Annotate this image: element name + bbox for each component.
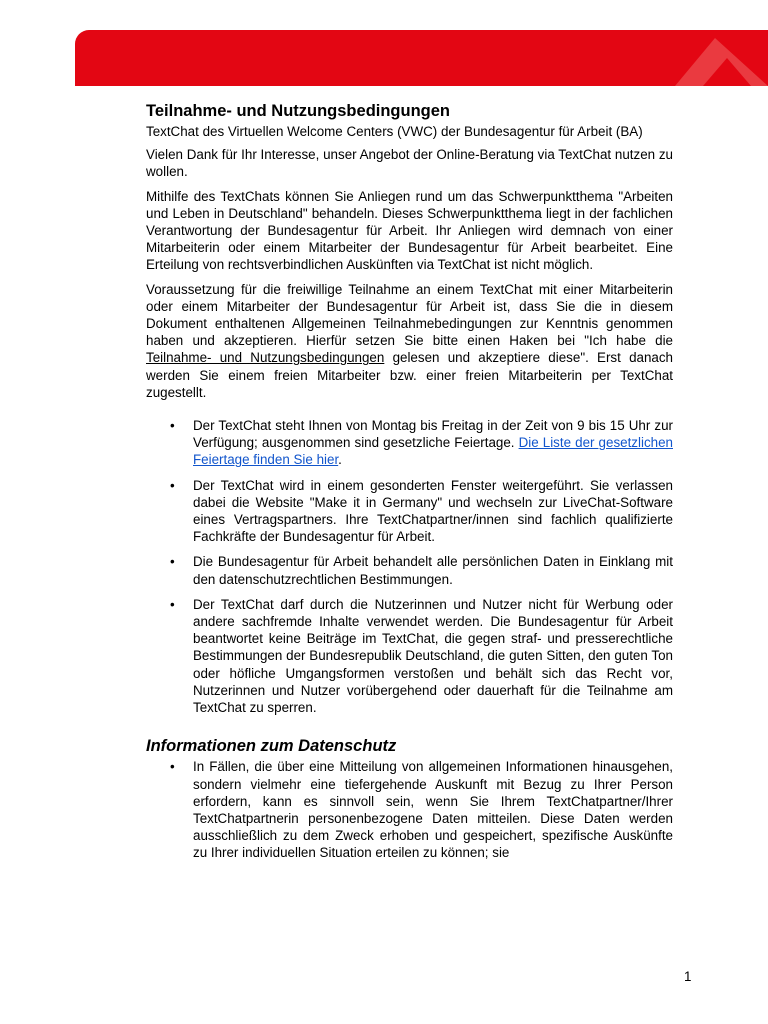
bullet-icon: • bbox=[170, 554, 175, 570]
list-item bbox=[146, 553, 673, 587]
terms-reference: Teilnahme- und Nutzungsbedingungen bbox=[146, 350, 385, 366]
brand-banner-graphic bbox=[75, 30, 768, 86]
privacy-text: In Fällen, die über eine Mitteilung von allgemeinen Informationen hinausgehen, sondern vielmehr eine tiefergehende Auskunft mit Bezug zu Ihrer Person erfordern, kann es sinnvoll sein, wenn Sie Ihrem TextChatpartner/Ihrer TextChatpartnerin personenbezogene Daten mitteilen. Diese Daten werden ausschließlich zu dem Zweck erhoben und gespeichert, spezifische Auskünfte zu Ihrer individuellen Situation erteilen zu können; sie bbox=[193, 759, 673, 861]
page-number: 1 bbox=[684, 969, 692, 984]
document-title: Teilnahme- und Nutzungsbedingungen bbox=[146, 102, 451, 120]
scope-paragraph: Mithilfe des TextChats können Sie Anliegen rund um das Schwerpunktthema "Arbeiten und Leben in Deutschland" behandeln. Dieses Schwerpunktthema liegt in der fachlichen Verantwortung der Bundesagentur für Arbeit. Ihr Anliegen wird demnach von einer Mitarbeiterin oder einem Mitarbeiter der Bundesagentur für Arbeit bearbeitet. Eine Erteilung von rechtsverbindlichen Auskünften via TextChat ist nicht möglich. bbox=[146, 188, 673, 273]
separate-window-text: Der TextChat wird in einem gesonderten Fenster weitergeführt. Sie verlassen dabei die Website "Make it in Germany" und wechseln zur LiveChat-Software eines Vertragspartners. Ihre TextChatpartner/innen sind fachlich qualifizierte Fachkräfte der Bundesagentur für Arbeit. bbox=[193, 477, 673, 545]
bullet-icon: • bbox=[170, 596, 175, 612]
requirements-text-end: gelesen und akzeptiere diese". Erst danach werden Sie einem freien Mitarbeiter bzw. einer freien Mitarbeiterin per TextChat zugestellt. bbox=[146, 350, 673, 400]
availability-text-end: . bbox=[338, 452, 342, 468]
data-handling-text: Die Bundesagentur für Arbeit behandelt alle persönlichen Daten in Einklang mit den datenschutzrechtlichen Bestimmungen. bbox=[193, 554, 673, 587]
usage-rules-text: Der TextChat darf durch die Nutzerinnen und Nutzer nicht für Werbung oder andere sachfremde Inhalte verwendet werden. Die Bundesagentur für Arbeit beantwortet keine Beiträge im TextChat, die gegen straf- und presserechtliche Bestimmungen der Bundesrepublik Deutschland, die guten Sitten, den guten Ton oder höfliche Umgangsformen verstoßen und behält sich das Recht vor, Nutzerinnen und Nutzer vorübergehend oder dauerhaft für die Teilnahme am TextChat zu sperren. bbox=[193, 596, 673, 716]
bullet-icon: • bbox=[170, 759, 175, 775]
terms-bullet-list bbox=[146, 417, 673, 716]
document-subtitle: TextChat des Virtuellen Welcome Centers (VWC) der Bundesagentur für Arbeit (BA) bbox=[146, 124, 643, 139]
list-item bbox=[146, 758, 673, 861]
requirements-paragraph bbox=[146, 281, 673, 401]
list-item bbox=[146, 596, 673, 716]
requirements-text-start: Voraussetzung für die freiwillige Teilnahme an einem TextChat mit einer Mitarbeiterin oder einem Mitarbeiter der Bundesagentur für Arbeit ist, dass Sie die in diesem Dokument enthaltenen Allgemeinen Teilnahmebedingungen zur Kenntnis genommen haben und akzeptieren. Hierfür setzen Sie bitte einen Haken bei "Ich habe die bbox=[146, 281, 673, 349]
document-body bbox=[146, 101, 673, 870]
header-banner bbox=[75, 30, 768, 86]
list-item bbox=[146, 417, 673, 469]
bullet-icon: • bbox=[170, 477, 175, 493]
list-item bbox=[146, 477, 673, 546]
privacy-section-title: Informationen zum Datenschutz bbox=[146, 737, 397, 756]
availability-text: Der TextChat steht Ihnen von Montag bis Freitag in der Zeit von 9 bis 15 Uhr zur Verfügung; ausgenommen sind gesetzliche Feiertage. bbox=[193, 418, 673, 451]
privacy-bullet-list bbox=[146, 758, 673, 861]
holiday-list-link[interactable]: Die Liste der gesetzlichen Feiertage finden Sie hier bbox=[193, 435, 673, 468]
bullet-icon: • bbox=[170, 418, 175, 434]
intro-paragraph: Vielen Dank für Ihr Interesse, unser Angebot der Online-Beratung via TextChat nutzen zu wollen. bbox=[146, 147, 673, 180]
